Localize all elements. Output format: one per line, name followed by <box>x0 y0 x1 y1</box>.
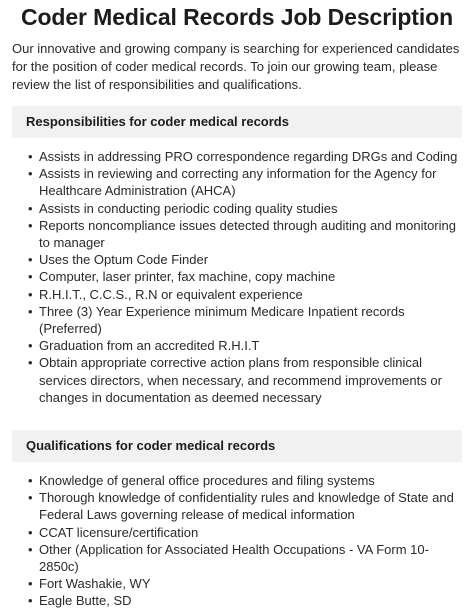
qualification-item-text: Other (Application for Associated Health Occupations - VA Form 10-2850c) <box>39 541 429 575</box>
bullet-icon: • <box>28 166 33 182</box>
responsibility-item-text: Assists in reviewing and correcting any information for the Agency for Healthcare Administration (AHCA) <box>39 166 437 199</box>
responsibility-item-text: Assists in addressing PRO correspondence regarding DRGs and Coding <box>39 149 458 164</box>
responsibility-item-text: Uses the Optum Code Finder <box>39 252 209 268</box>
bullet-icon: • <box>28 541 33 557</box>
qualification-item-text: Fort Washakie, WY <box>39 576 151 592</box>
responsibility-item <box>28 217 462 251</box>
bullet-icon: • <box>28 252 33 268</box>
responsibilities-heading: Responsibilities for coder medical records <box>12 106 462 138</box>
qualification-item <box>28 524 462 541</box>
bullet-icon: • <box>28 355 33 371</box>
responsibility-item-text: R.H.I.T., C.C.S., R.N or equivalent experience <box>39 286 303 302</box>
responsibility-item <box>28 200 462 217</box>
responsibility-item <box>28 148 462 165</box>
responsibility-item-text: Graduation from an accredited R.H.I.T <box>39 338 260 354</box>
responsibility-item <box>28 354 462 406</box>
qualification-item <box>28 489 462 523</box>
bullet-icon: • <box>28 269 33 285</box>
bullet-icon: • <box>28 217 33 233</box>
bullet-icon: • <box>28 490 33 506</box>
responsibility-item-text: Three (3) Year Experience minimum Medicare Inpatient records (Preferred) <box>39 303 405 337</box>
bullet-icon: • <box>28 149 33 164</box>
bullet-icon: • <box>28 593 33 609</box>
responsibility-item <box>28 337 462 354</box>
responsibility-item <box>28 303 462 337</box>
intro-paragraph: Our innovative and growing company is searching for experienced candidates for the position of coder medical records. To join our growing team, please review the list of responsibilities and qualifications. <box>12 41 460 92</box>
qualifications-heading: Qualifications for coder medical records <box>12 430 462 462</box>
responsibility-item-text: Obtain appropriate corrective action plans from responsible clinical services directors, when necessary, and recommend improvements or changes in documentation as deemed necessary <box>39 355 442 405</box>
responsibility-item-text: Reports noncompliance issues detected through auditing and monitoring to manager <box>39 217 456 251</box>
bullet-icon: • <box>28 338 33 354</box>
qualification-item <box>28 541 462 575</box>
responsibility-item <box>28 165 462 199</box>
qualification-item-text: CCAT licensure/certification <box>39 524 199 540</box>
bullet-icon: • <box>28 200 33 216</box>
responsibility-item-text: Assists in conducting periodic coding quality studies <box>39 200 338 216</box>
qualification-item <box>28 592 462 609</box>
qualification-item <box>28 472 462 489</box>
responsibility-item <box>28 251 462 268</box>
bullet-icon: • <box>28 576 33 592</box>
qualifications-list <box>12 472 462 610</box>
responsibilities-list <box>12 148 462 406</box>
page-title: Coder Medical Records Job Description <box>20 4 454 30</box>
responsibility-item <box>28 268 462 285</box>
qualification-item-text: Thorough knowledge of confidentiality rules and knowledge of State and Federal Laws governing release of medical information <box>39 490 454 523</box>
responsibility-item-text: Computer, laser printer, fax machine, copy machine <box>39 269 336 285</box>
qualification-item-text: Knowledge of general office procedures and filing systems <box>39 473 375 489</box>
bullet-icon: • <box>28 524 33 540</box>
qualification-item-text: Eagle Butte, SD <box>39 593 132 609</box>
bullet-icon: • <box>28 286 33 302</box>
responsibility-item <box>28 286 462 303</box>
bullet-icon: • <box>28 303 33 319</box>
bullet-icon: • <box>28 473 33 489</box>
qualification-item <box>28 575 462 592</box>
